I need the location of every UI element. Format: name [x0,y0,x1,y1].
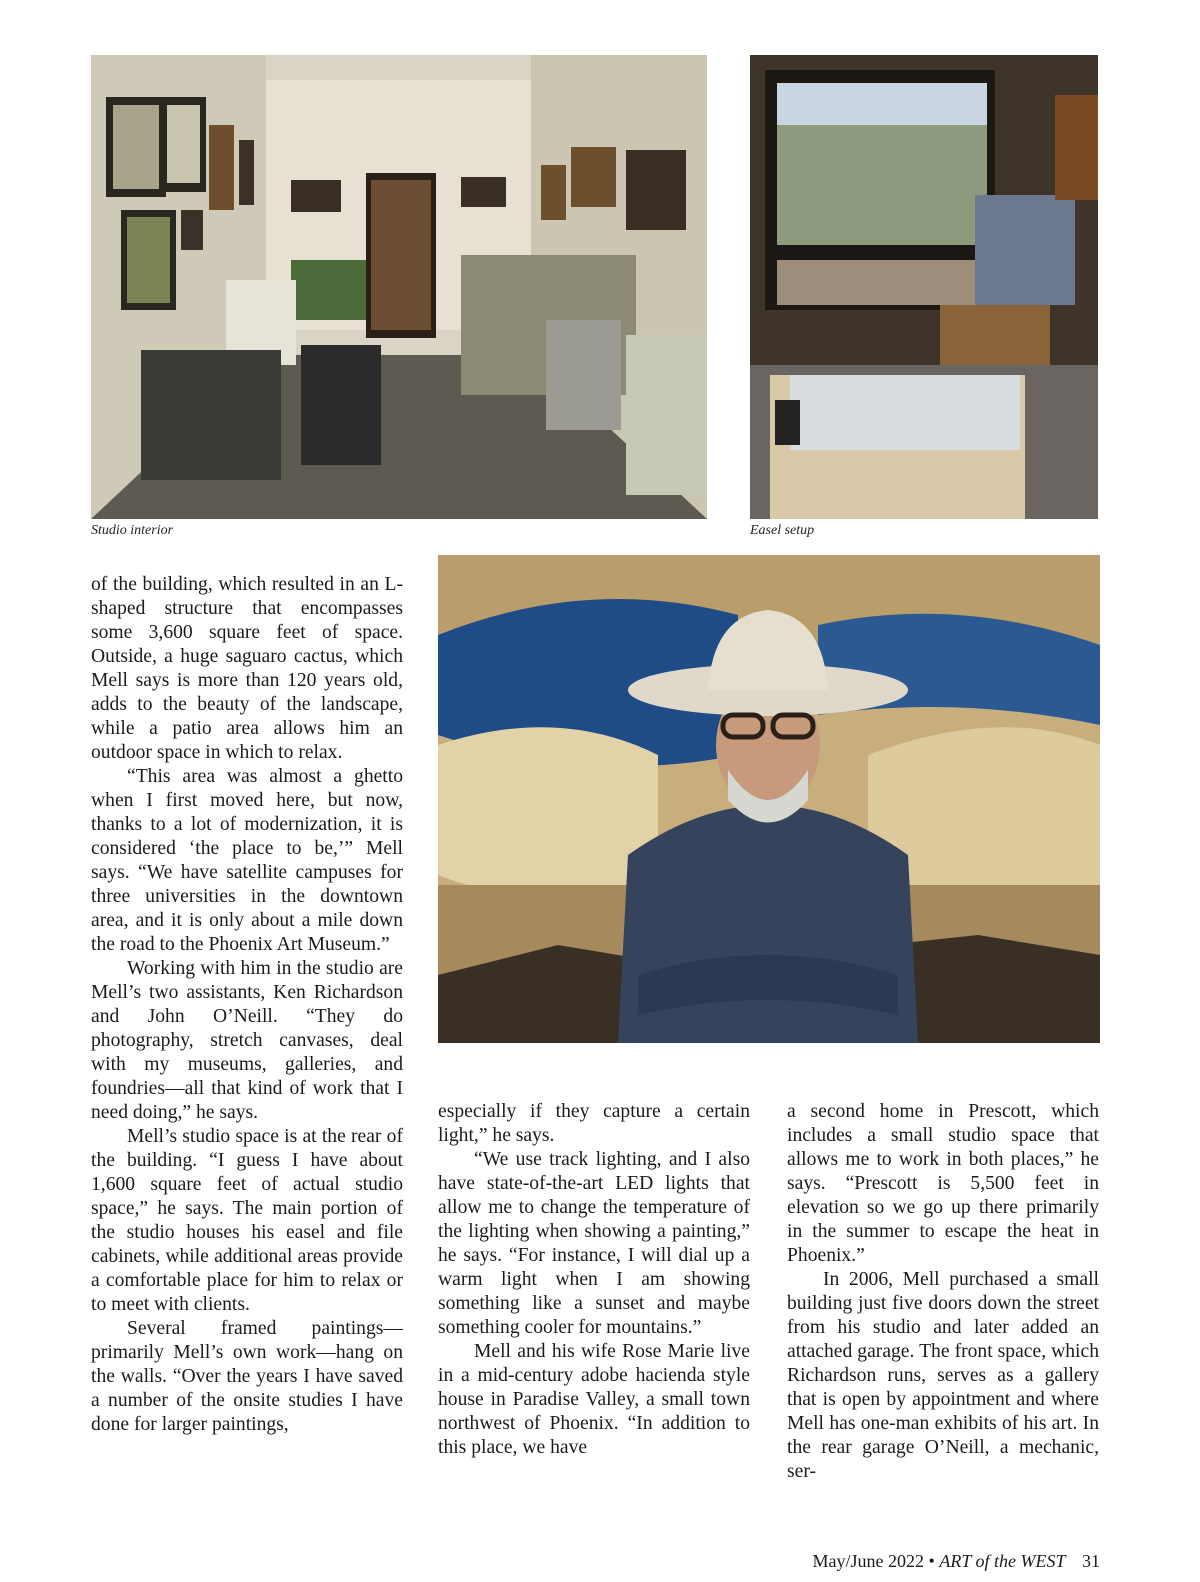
col3-paragraph-1: a second home in Prescott, which includes a small studio space that allows me to work in both places,” he says. “Prescott is 5,500 feet in elevation so we go up there primarily in the summer to escape the heat in Phoenix.” [787,1101,1099,1266]
col1-paragraph-5: Several framed paintings—primarily Mell’s own work—hang on the walls. “Over the years I have saved a number of the onsite studies I have done for larger paintings, [91,1318,403,1435]
col1-paragraph-1: of the building, which resulted in an L-shaped structure that encompasses some 3,600 square feet of space. Outside, a huge saguaro cactus, which Mell says is more than 120 years old, adds to the beauty of the landscape, while a patio area allows him an outdoor space in which to relax. [91,574,403,763]
col2-paragraph-3: Mell and his wife Rose Marie live in a mid-century adobe hacienda style house in Paradise Valley, a small town northwest of Phoenix. “In addition to this place, we have [438,1341,750,1458]
easel-setup-photo [750,55,1098,519]
col1-paragraph-2: “This area was almost a ghetto when I first moved here, but now, thanks to a lot of modernization, it is considered ‘the place to be,’” Mell says. “We have satellite campuses for three universities in the downtown area, and it is only about a mile down the road to the Phoenix Art Museum.” [91,766,403,955]
body-column-2 [438,1100,750,1460]
artist-portrait-photo [438,555,1100,1043]
col1-paragraph-3: Working with him in the studio are Mell’s two assistants, Ken Richardson and John O’Neill. “They do photography, stretch canvases, deal with my museums, galleries, and foundries—all that kind of work that I need doing,” he says. [91,958,403,1123]
col2-paragraph-1: especially if they capture a certain light,” he says. [438,1101,750,1146]
studio-interior-caption: Studio interior [91,523,174,538]
page-footer [813,1551,1100,1572]
footer-magazine-name: ART of the WEST [939,1551,1066,1571]
body-column-1 [91,573,403,1437]
footer-page-number: 31 [1082,1551,1100,1571]
body-column-3 [787,1100,1099,1484]
studio-interior-photo [91,55,707,519]
easel-setup-caption: Easel setup [750,523,815,538]
footer-date: May/June 2022 • [812,1551,935,1571]
col3-paragraph-2: In 2006, Mell purchased a small building just five doors down the street from his studio and later added an attached garage. The front space, which Richardson runs, serves as a gallery that is open by appointment and where Mell has one-man exhibits of his art. In the rear garage O’Neill, a mechanic, ser- [787,1269,1099,1482]
col2-paragraph-2: “We use track lighting, and I also have state-of-the-art LED lights that allow me to change the temperature of the lighting when showing a painting,” he says. “For instance, I will dial up a warm light when I am showing something like a sunset and maybe something cooler for mountains.” [438,1149,750,1338]
col1-paragraph-4: Mell’s studio space is at the rear of the building. “I guess I have about 1,600 square feet of actual studio space,” he says. The main portion of the studio houses his easel and file cabinets, while additional areas provide a comfortable place for him to relax or to meet with clients. [91,1126,403,1315]
